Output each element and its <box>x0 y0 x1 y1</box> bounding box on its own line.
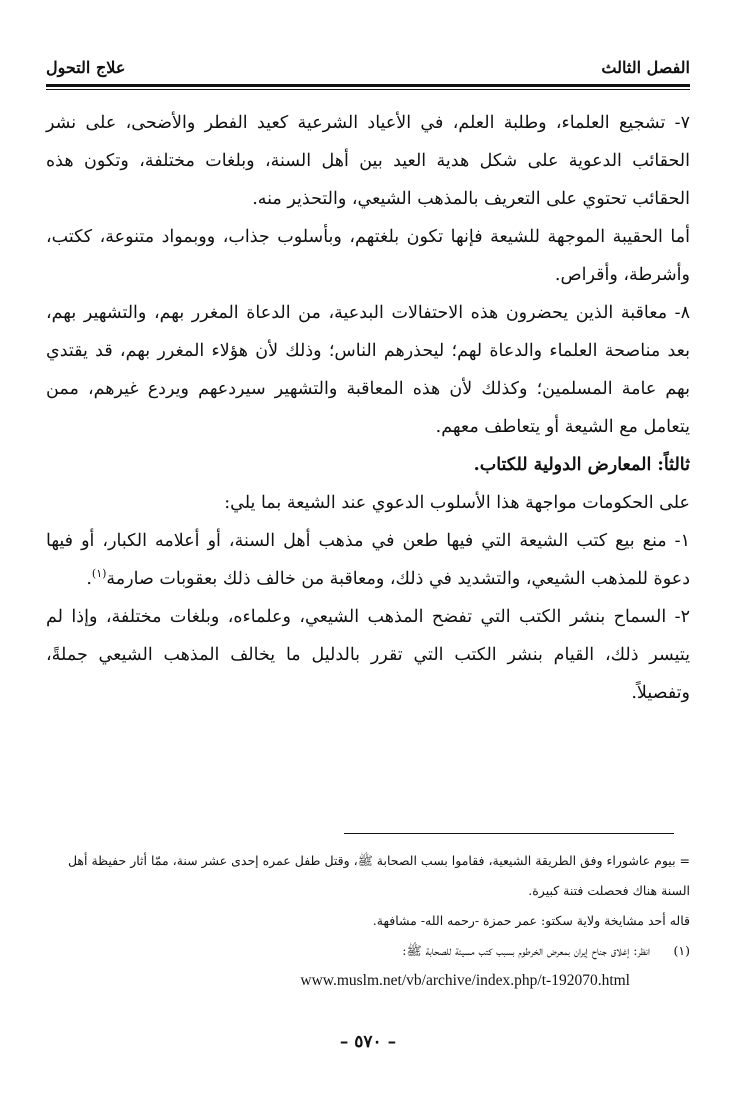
paragraph-1-end: . <box>86 569 92 589</box>
footnote-1-marker: (١) <box>673 943 690 958</box>
paragraph-2: ٢- السماح بنشر الكتب التي تفضح المذهب الشيعي، وعلماءه، وبلغات مختلفة، وإذا لم يتيسر ذلك، القيام بنشر الكتب التي تقرر بالدليل ما يخالف المذهب الشيعي جملةً، وتفصيلاً. <box>46 607 690 703</box>
footnote-continuation: = بيوم عاشوراء وفق الطريقة الشيعية، فقاموا بسب الصحابة ﷺ، وقتل طفل عمره إحدى عشر سنة، ممّا أثار حفيظة أهل السنة هناك فحصلت فتنة كبيرة. <box>67 853 690 898</box>
footnote-1-text: انظر: إغلاق جناح إيران بمعرض الخرطوم بسبب كتب مسيئة للصحابة ﷺ: <box>402 943 650 958</box>
footnotes <box>46 846 690 996</box>
paragraph-intro: على الحكومات مواجهة هذا الأسلوب الدعوي عند الشيعة بما يلي: <box>224 493 690 513</box>
section-title: علاج التحول <box>46 57 126 77</box>
running-header <box>46 50 690 84</box>
footnote-ref-1[interactable]: (١) <box>91 567 107 581</box>
paragraph-1 <box>46 522 690 598</box>
header-rule <box>46 84 690 90</box>
section-heading: ثالثاً: المعارض الدولية للكتاب. <box>473 455 690 475</box>
paragraph-1-text: ١- منع بيع كتب الشيعة التي فيها طعن في مذهب أهل السنة، أو أعلامه الكبار، أو فيها دعوة للمذهب الشيعي، والتشديد في ذلك، ومعاقبة من خالف ذلك بعقوبات صارمة <box>46 531 690 589</box>
paragraph-7: ٧- تشجيع العلماء، وطلبة العلم، في الأعياد الشرعية كعيد الفطر والأضحى، على نشر الحقائب الدعوية على شكل هدية العيد بين أهل السنة، وبلغات مختلفة، وتكون هذه الحقائب تحتوي على التعريف بالمذهب الشيعي، والتحذير منه. <box>46 113 690 209</box>
body-text <box>46 104 690 712</box>
footnote-source: قاله أحد مشايخة ولاية سكتو: عمر حمزة -رحمه الله- مشافهة. <box>372 913 690 928</box>
footnote-rule <box>344 833 674 834</box>
chapter-title: الفصل الثالث <box>601 57 690 77</box>
footnote-1-url[interactable]: www.muslm.net/vb/archive/index.php/t-192070.html <box>300 972 630 989</box>
footnote-1 <box>46 936 690 966</box>
paragraph-bag: أما الحقيبة الموجهة للشيعة فإنها تكون بلغتهم، وبأسلوب جذاب، ووبمواد متنوعة، ككتب، وأشرطة، وأقراص. <box>46 227 690 285</box>
paragraph-8: ٨- معاقبة الذين يحضرون هذه الاحتفالات البدعية، من الدعاة المغرر بهم، والتشهير بهم، بعد مناصحة العلماء والدعاة لهم؛ ليحذرهم الناس؛ وذلك لأن هؤلاء المغرر بهم، قد يقتدي بهم عامة المسلمين؛ وكذلك لأن هذه المعاقبة والتشهير سيردعهم ويردع غيرهم، ممن يتعامل مع الشيعة أو يتعاطف معهم. <box>46 303 690 437</box>
page-number: – ٥٧٠ – <box>339 1032 397 1052</box>
